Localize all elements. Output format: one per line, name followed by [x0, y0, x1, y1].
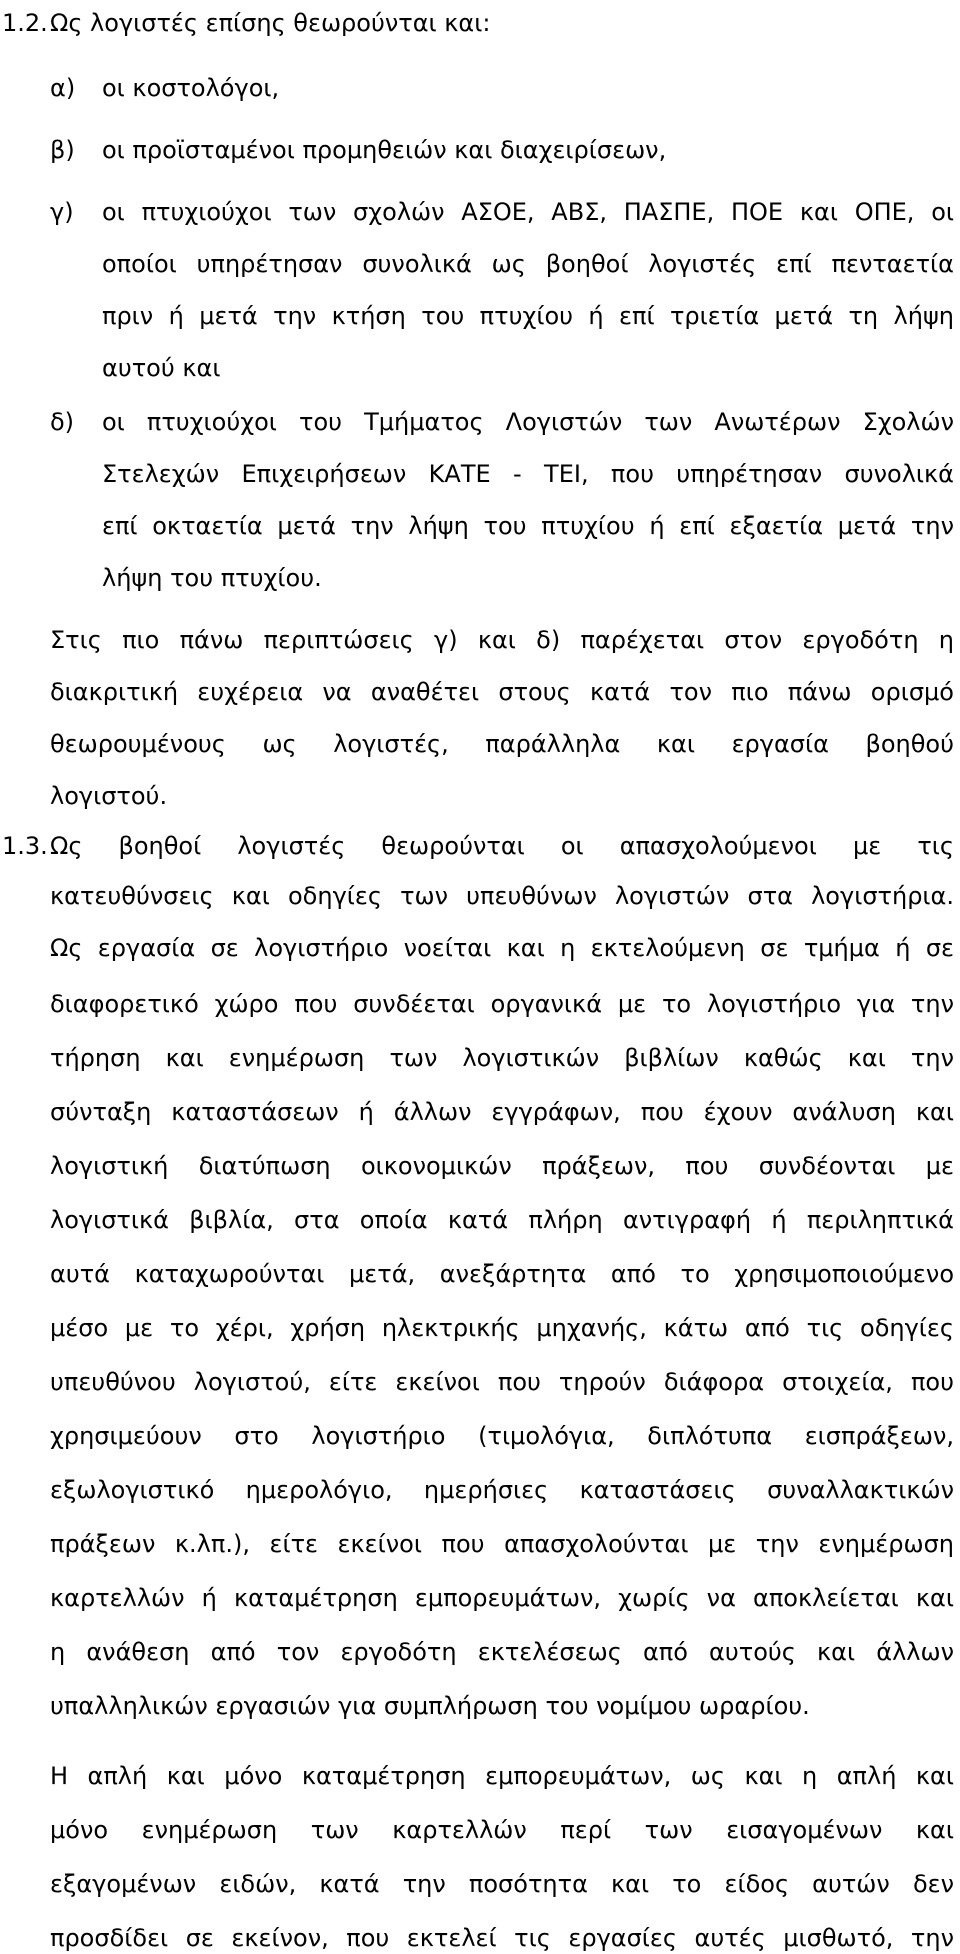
paragraph-line: πράξεων κ.λπ.), είτε εκείνοι που απασχολούνται με την ενημέρωση: [50, 1530, 954, 1558]
list-marker: β): [50, 136, 75, 164]
paragraph-line: εξαγομένων ειδών, κατά την ποσότητα και το είδος αυτών δεν: [50, 1870, 954, 1898]
list-marker: γ): [50, 198, 74, 226]
list-item-line: Στελεχών Επιχειρήσεων ΚΑΤΕ - ΤΕΙ, που υπηρέτησαν συνολικά: [102, 460, 954, 488]
paragraph-line: μέσο με το χέρι, χρήση ηλεκτρικής μηχανής, κάτω από τις οδηγίες: [50, 1314, 954, 1342]
paragraph-line: σύνταξη καταστάσεων ή άλλων εγγράφων, που έχουν ανάλυση και: [50, 1098, 954, 1126]
paragraph-line: Στις πιο πάνω περιπτώσεις γ) και δ) παρέχεται στον εργοδότη η: [50, 626, 954, 654]
list-item-line: αυτού και: [102, 354, 221, 382]
section-intro: Ως λογιστές επίσης θεωρούνται και:: [50, 9, 491, 37]
paragraph-line: υπαλληλικών εργασιών για συμπλήρωση του νομίμου ωραρίου.: [50, 1692, 810, 1720]
paragraph-line: διακριτική ευχέρεια να αναθέτει στους κατά τον πιο πάνω ορισμό: [50, 678, 954, 706]
paragraph-line: Ως βοηθοί λογιστές θεωρούνται οι απασχολούμενοι με τις: [50, 832, 954, 860]
paragraph-line: Η απλή και μόνο καταμέτρηση εμπορευμάτων, ως και η απλή και: [50, 1762, 954, 1790]
list-marker: δ): [50, 408, 75, 436]
paragraph-line: υπευθύνου λογιστού, είτε εκείνοι που τηρούν διάφορα στοιχεία, που: [50, 1368, 954, 1396]
paragraph-line: τήρηση και ενημέρωση των λογιστικών βιβλίων καθώς και την: [50, 1044, 954, 1072]
section-number: 1.2.: [2, 9, 48, 37]
paragraph-line: λογιστική διατύπωση οικονομικών πράξεων, που συνδέονται με: [50, 1152, 954, 1180]
paragraph-line: μόνο ενημέρωση των καρτελλών περί των εισαγομένων και: [50, 1816, 954, 1844]
list-item-line: επί οκταετία μετά την λήψη του πτυχίου ή επί εξαετία μετά την: [102, 512, 954, 540]
list-marker: α): [50, 74, 76, 102]
list-item-line: οι πτυχιούχοι των σχολών ΑΣΟΕ, ΑΒΣ, ΠΑΣΠΕ, ΠΟΕ και ΟΠΕ, οι: [102, 198, 954, 226]
paragraph-line: καρτελλών ή καταμέτρηση εμπορευμάτων, χωρίς να αποκλείεται και: [50, 1584, 954, 1612]
list-item-line: οποίοι υπηρέτησαν συνολικά ως βοηθοί λογιστές επί πενταετία: [102, 250, 954, 278]
list-item-text: οι προϊσταμένοι προμηθειών και διαχειρίσεων,: [102, 136, 667, 164]
paragraph-line: εξωλογιστικό ημερολόγιο, ημερήσιες καταστάσεις συναλλακτικών: [50, 1476, 954, 1504]
paragraph-line: χρησιμεύουν στο λογιστήριο (τιμολόγια, διπλότυπα εισπράξεων,: [50, 1422, 954, 1450]
paragraph-line: αυτά καταχωρούνται μετά, ανεξάρτητα από το χρησιμοποιούμενο: [50, 1260, 954, 1288]
paragraph-line: Ως εργασία σε λογιστήριο νοείται και η εκτελούμενη σε τμήμα ή σε: [50, 934, 954, 962]
paragraph-line: λογιστού.: [50, 782, 168, 810]
paragraph-line: λογιστικά βιβλία, στα οποία κατά πλήρη αντιγραφή ή περιληπτικά: [50, 1206, 954, 1234]
paragraph-line: κατευθύνσεις και οδηγίες των υπευθύνων λογιστών στα λογιστήρια.: [50, 882, 954, 910]
paragraph-line: διαφορετικό χώρο που συνδέεται οργανικά με το λογιστήριο για την: [50, 990, 954, 1018]
list-item-line: οι πτυχιούχοι του Τμήματος Λογιστών των Ανωτέρων Σχολών: [102, 408, 954, 436]
list-item-line: λήψη του πτυχίου.: [102, 564, 322, 592]
list-item-text: οι κοστολόγοι,: [102, 74, 280, 102]
paragraph-line: προσδίδει σε εκείνον, που εκτελεί τις εργασίες αυτές μισθωτό, την: [50, 1924, 954, 1952]
paragraph-line: η ανάθεση από τον εργοδότη εκτελέσεως από αυτούς και άλλων: [50, 1638, 954, 1666]
paragraph-line: θεωρουμένους ως λογιστές, παράλληλα και εργασία βοηθού: [50, 730, 954, 758]
list-item-line: πριν ή μετά την κτήση του πτυχίου ή επί τριετία μετά τη λήψη: [102, 302, 954, 330]
section-number: 1.3.: [2, 832, 48, 860]
